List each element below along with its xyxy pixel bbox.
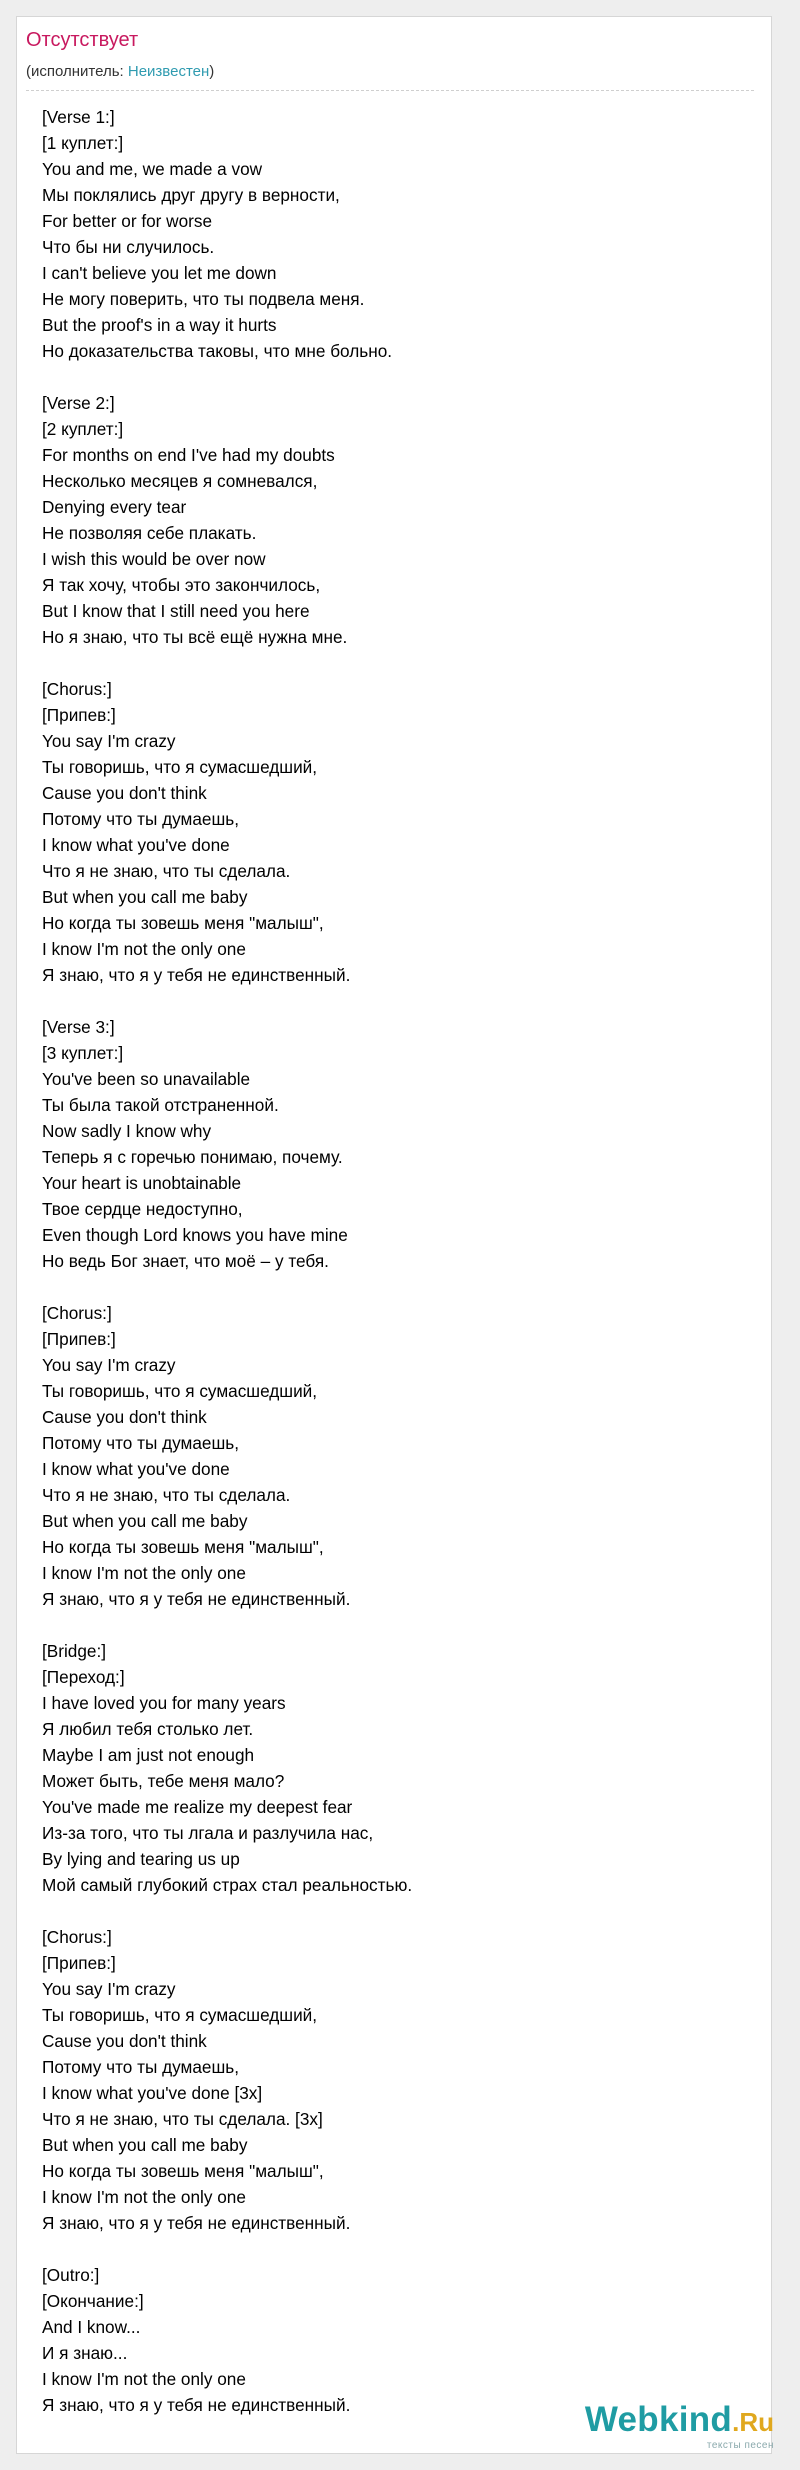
lyrics-line: Но ведь Бог знает, что моё – у тебя.	[42, 1251, 329, 1271]
lyrics-line: [Припев:]	[42, 1329, 116, 1349]
artist-link[interactable]: Неизвестен	[127, 63, 210, 80]
lyrics-line: Что я не знаю, что ты сделала.	[42, 861, 291, 881]
artist-suffix: )	[209, 63, 215, 80]
lyrics-line: You've made me realize my deepest fear	[42, 1797, 353, 1817]
lyrics-line: Denying every tear	[42, 497, 187, 517]
lyrics-line: Ты была такой отстраненной.	[42, 1095, 279, 1115]
lyrics-line: Я любил тебя столько лет.	[42, 1719, 254, 1739]
lyrics-line: Ты говоришь, что я сумасшедший,	[42, 2005, 318, 2025]
lyrics-line: [Chorus:]	[42, 679, 112, 699]
lyrics-line: Но когда ты зовешь меня "малыш",	[42, 913, 324, 933]
lyrics-line: Но я знаю, что ты всё ещё нужна мне.	[42, 627, 348, 647]
lyrics-line: Ты говоришь, что я сумасшедший,	[42, 1381, 318, 1401]
lyrics-line: I know what you've done	[42, 1459, 230, 1479]
lyrics-line: Из-за того, что ты лгала и разлучила нас,	[42, 1823, 374, 1843]
lyrics-line: Я знаю, что я у тебя не единственный.	[42, 965, 351, 985]
lyrics-line: Your heart is unobtainable	[42, 1173, 242, 1193]
lyrics-line: Even though Lord knows you have mine	[42, 1225, 348, 1245]
lyrics-line: You and me, we made a vow	[42, 159, 263, 179]
lyrics-line: But when you call me baby	[42, 1511, 248, 1531]
lyrics-line: And I know...	[42, 2317, 141, 2337]
lyrics-line: You say I'm crazy	[42, 1355, 176, 1375]
lyrics-line: Что я не знаю, что ты сделала. [3x]	[42, 2109, 323, 2129]
lyrics-line: [Окончание:]	[42, 2291, 144, 2311]
lyrics-line: Но когда ты зовешь меня "малыш",	[42, 1537, 324, 1557]
lyrics-line: But I know that I still need you here	[42, 601, 310, 621]
lyrics-blank-line	[42, 988, 742, 1014]
webkind-logo[interactable]	[585, 2402, 774, 2451]
lyrics-blank-line	[42, 1274, 742, 1300]
lyrics-line: But when you call me baby	[42, 2135, 248, 2155]
lyrics-line: Твое сердце недоступно,	[42, 1199, 243, 1219]
lyrics-line: [1 куплет:]	[42, 133, 124, 153]
lyrics-line: I know I'm not the only one	[42, 1563, 246, 1583]
lyrics-line: You've been so unavailable	[42, 1069, 251, 1089]
lyrics-line: [Verse 3:]	[42, 1017, 115, 1037]
artist-line	[26, 60, 214, 84]
lyrics-line: Мы поклялись друг другу в верности,	[42, 185, 340, 205]
lyrics-line: [Bridge:]	[42, 1641, 107, 1661]
lyrics-line: Не могу поверить, что ты подвела меня.	[42, 289, 365, 309]
lyrics-line: Несколько месяцев я сомневался,	[42, 471, 318, 491]
lyrics-blank-line	[42, 1612, 742, 1638]
lyrics-line: Now sadly I know why	[42, 1121, 212, 1141]
lyrics-line: Что бы ни случилось.	[42, 237, 215, 257]
lyrics-line: By lying and tearing us up	[42, 1849, 240, 1869]
lyrics-line: Maybe I am just not enough	[42, 1745, 255, 1765]
lyrics-line: I can't believe you let me down	[42, 263, 277, 283]
lyrics-line: I know I'm not the only one	[42, 2369, 246, 2389]
lyrics-line: But the proof's in a way it hurts	[42, 315, 277, 335]
lyrics-blank-line	[42, 364, 742, 390]
lyrics-line: But when you call me baby	[42, 887, 248, 907]
lyrics-line: Cause you don't think	[42, 783, 207, 803]
lyrics-blank-line	[42, 650, 742, 676]
lyrics-blank-line	[42, 2236, 742, 2262]
lyrics-line: You say I'm crazy	[42, 731, 176, 751]
lyrics-line: [Outro:]	[42, 2265, 100, 2285]
lyrics-line: [Припев:]	[42, 705, 116, 725]
lyrics-line: [Chorus:]	[42, 1927, 112, 1947]
logo-main-text: Webkind	[584, 2400, 733, 2439]
lyrics-line: [Verse 2:]	[42, 393, 115, 413]
lyrics-line: I know what you've done [3x]	[42, 2083, 263, 2103]
lyrics-line: Потому что ты думаешь,	[42, 809, 240, 829]
lyrics-line: Я знаю, что я у тебя не единственный.	[42, 2213, 351, 2233]
lyrics-line: Но когда ты зовешь меня "малыш",	[42, 2161, 324, 2181]
lyrics-line: Потому что ты думаешь,	[42, 2057, 240, 2077]
lyrics-line: Может быть, тебе меня мало?	[42, 1771, 285, 1791]
lyrics-line: [2 куплет:]	[42, 419, 124, 439]
lyrics-line: [Переход:]	[42, 1667, 125, 1687]
lyrics-line: I know I'm not the only one	[42, 939, 246, 959]
lyrics-blank-line	[42, 1898, 742, 1924]
lyrics-line: Потому что ты думаешь,	[42, 1433, 240, 1453]
lyrics-line: I know I'm not the only one	[42, 2187, 246, 2207]
lyrics-line: Теперь я с горечью понимаю, почему.	[42, 1147, 343, 1167]
lyrics-line: I wish this would be over now	[42, 549, 266, 569]
lyrics-line: I know what you've done	[42, 835, 230, 855]
song-title: Отсутствует	[26, 29, 139, 51]
lyrics-line: Я так хочу, чтобы это закончилось,	[42, 575, 321, 595]
lyrics-line: You say I'm crazy	[42, 1979, 176, 1999]
artist-prefix: (исполнитель:	[26, 63, 128, 80]
lyrics-line: Не позволяя себе плакать.	[42, 523, 257, 543]
lyrics-line: Ты говоришь, что я сумасшедший,	[42, 757, 318, 777]
logo-subtitle: тексты песен	[706, 2440, 774, 2451]
dashed-divider	[26, 90, 754, 91]
lyrics-line: I have loved you for many years	[42, 1693, 286, 1713]
lyrics-line: [Припев:]	[42, 1953, 116, 1973]
lyrics-line: [Chorus:]	[42, 1303, 112, 1323]
lyrics-line: [3 куплет:]	[42, 1043, 124, 1063]
lyrics-line: For months on end I've had my doubts	[42, 445, 335, 465]
lyrics-line: Cause you don't think	[42, 1407, 207, 1427]
lyrics-line: Я знаю, что я у тебя не единственный.	[42, 1589, 351, 1609]
lyrics-line: Мой самый глубокий страх стал реальностью.	[42, 1875, 413, 1895]
lyrics-line: Что я не знаю, что ты сделала.	[42, 1485, 291, 1505]
lyrics-line: For better or for worse	[42, 211, 213, 231]
lyrics-text	[42, 104, 742, 2418]
lyrics-line: [Verse 1:]	[42, 107, 115, 127]
logo-tld-text: .Ru	[732, 2407, 774, 2437]
lyrics-line: Я знаю, что я у тебя не единственный.	[42, 2395, 351, 2415]
lyrics-line: Cause you don't think	[42, 2031, 207, 2051]
lyrics-line: Но доказательства таковы, что мне больно.	[42, 341, 393, 361]
lyrics-line: И я знаю...	[42, 2343, 128, 2363]
